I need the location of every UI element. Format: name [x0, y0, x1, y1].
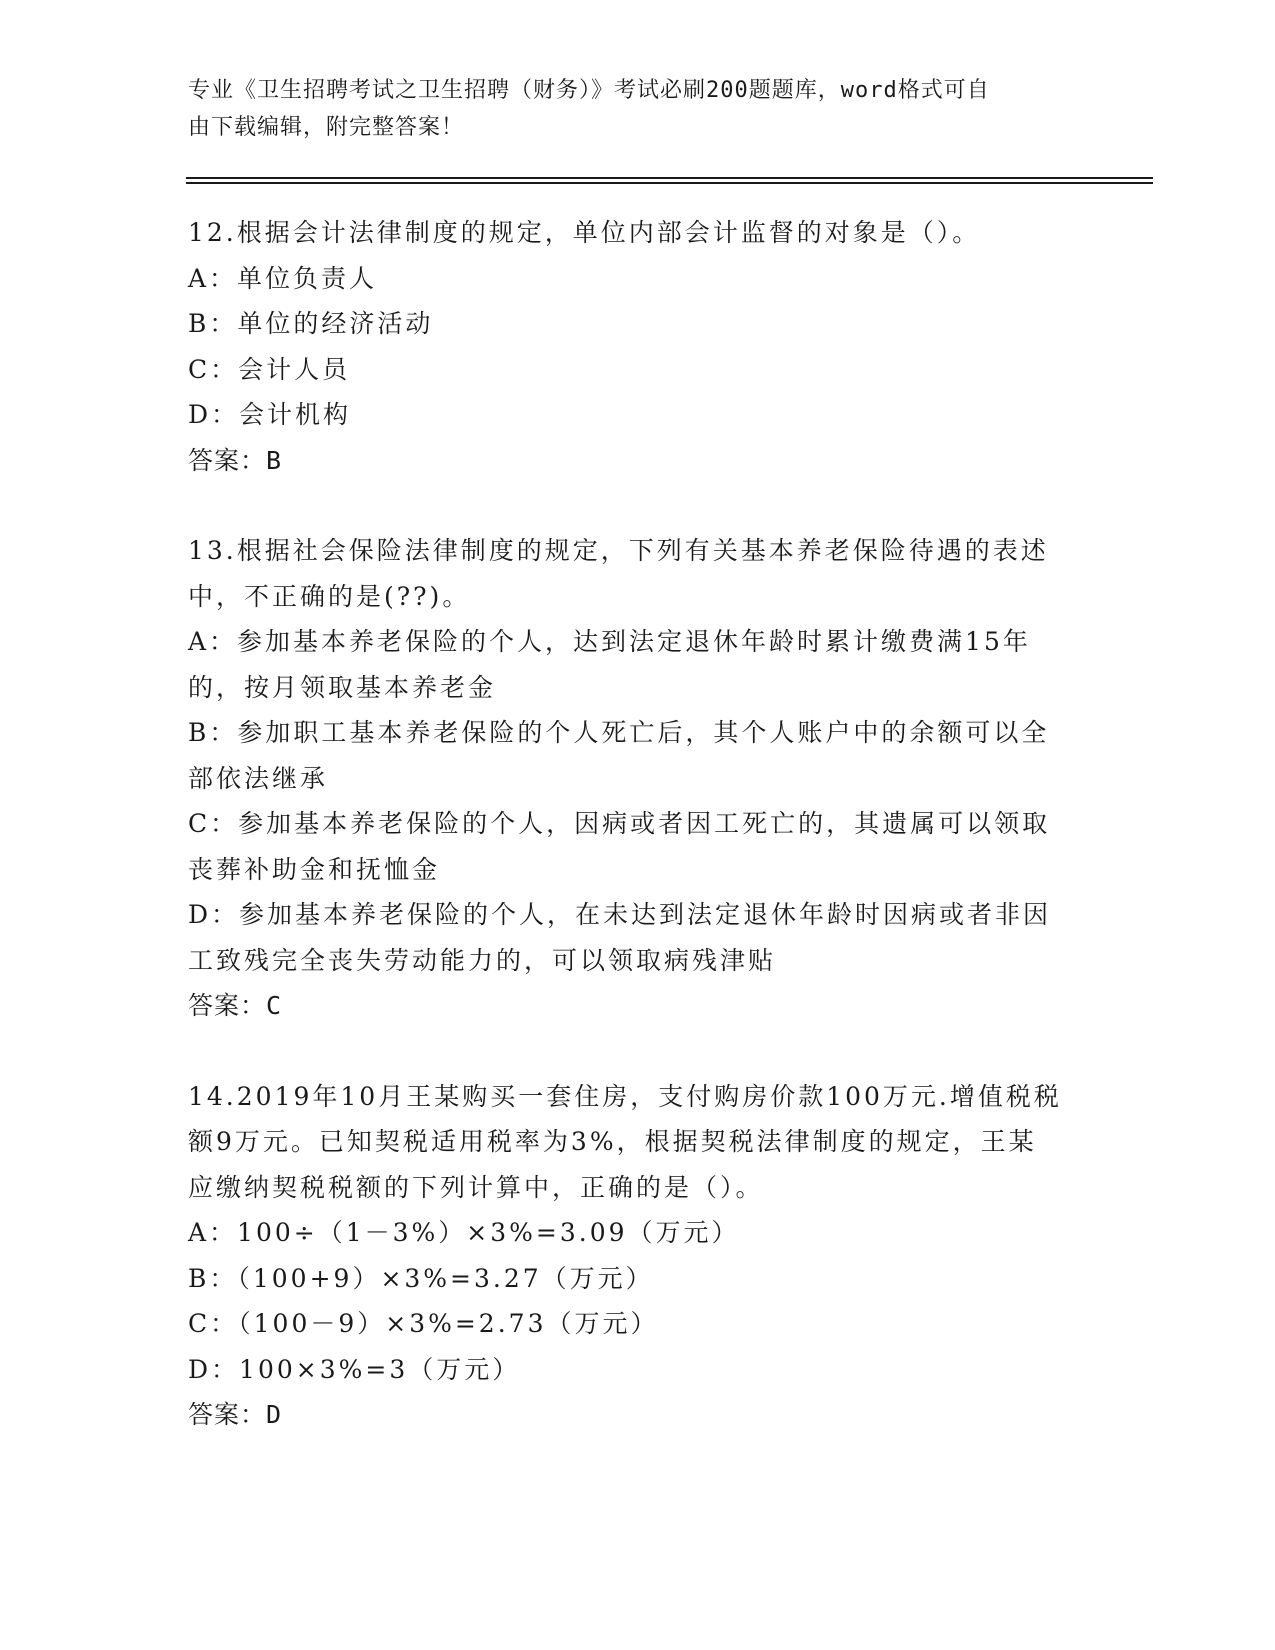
option-b: B：单位的经济活动	[188, 309, 434, 338]
option-c-continued: 丧葬补助金和抚恤金	[188, 854, 441, 884]
option-d-continued: 工致残完全丧失劳动能力的，可以领取病残津贴	[188, 945, 777, 975]
option-a: A：参加基本养老保险的个人，达到法定退休年龄时累计缴费满15年	[188, 627, 1031, 656]
option-b-continued: 部依法继承	[188, 763, 329, 793]
option-c: C：参加基本养老保险的个人，因病或者因工死亡的，其遗属可以领取	[188, 809, 1051, 838]
option-d: D：会计机构	[188, 400, 352, 429]
option-a-continued: 的，按月领取基本养老金	[188, 672, 497, 702]
question-13	[188, 528, 1088, 1029]
answer-label: 答案：D	[188, 1400, 283, 1429]
header-divider-top	[186, 177, 1153, 179]
question-stem: 14.2019年10月王某购买一套住房，支付购房价款100万元.增值税税	[188, 1081, 1062, 1111]
option-a: A：100÷（1－3%）×3%=3.09（万元）	[188, 1218, 740, 1247]
header-divider-bottom	[186, 182, 1153, 184]
question-stem: 13.根据社会保险法律制度的规定，下列有关基本养老保险待遇的表述	[188, 536, 1049, 565]
option-d: D：100×3%=3（万元）	[188, 1354, 521, 1384]
document-header	[188, 72, 1088, 146]
header-line-1: 专业《卫生招聘考试之卫生招聘（财务）》考试必刷200题题库，word格式可自	[188, 78, 990, 103]
question-stem-continued: 额9万元。已知契税适用税率为3%，根据契税法律制度的规定，王某	[188, 1127, 1037, 1156]
question-stem: 12.根据会计法律制度的规定，单位内部会计监督的对象是（）。	[188, 218, 981, 247]
answer-label: 答案：B	[188, 445, 283, 475]
header-line-2: 由下载编辑，附完整答案！	[188, 115, 465, 140]
option-c: C：（100－9）×3%=2.73（万元）	[188, 1309, 659, 1338]
answer-label: 答案：C	[188, 991, 283, 1020]
option-b: B：（100+9）×3%=3.27（万元）	[188, 1263, 654, 1293]
option-a: A：单位负责人	[188, 263, 378, 293]
question-14	[188, 1074, 1088, 1438]
option-d: D：参加基本养老保险的个人，在未达到法定退休年龄时因病或者非因	[188, 900, 1052, 929]
question-stem-continued: 中，不正确的是(??)。	[188, 581, 471, 611]
question-stem-continued: 应缴纳契税税额的下列计算中，正确的是（）。	[188, 1172, 764, 1202]
question-12	[188, 210, 1088, 483]
question-list	[188, 210, 1088, 1483]
option-b: B：参加职工基本养老保险的个人死亡后，其个人账户中的余额可以全	[188, 718, 1050, 747]
option-c: C：会计人员	[188, 354, 351, 384]
